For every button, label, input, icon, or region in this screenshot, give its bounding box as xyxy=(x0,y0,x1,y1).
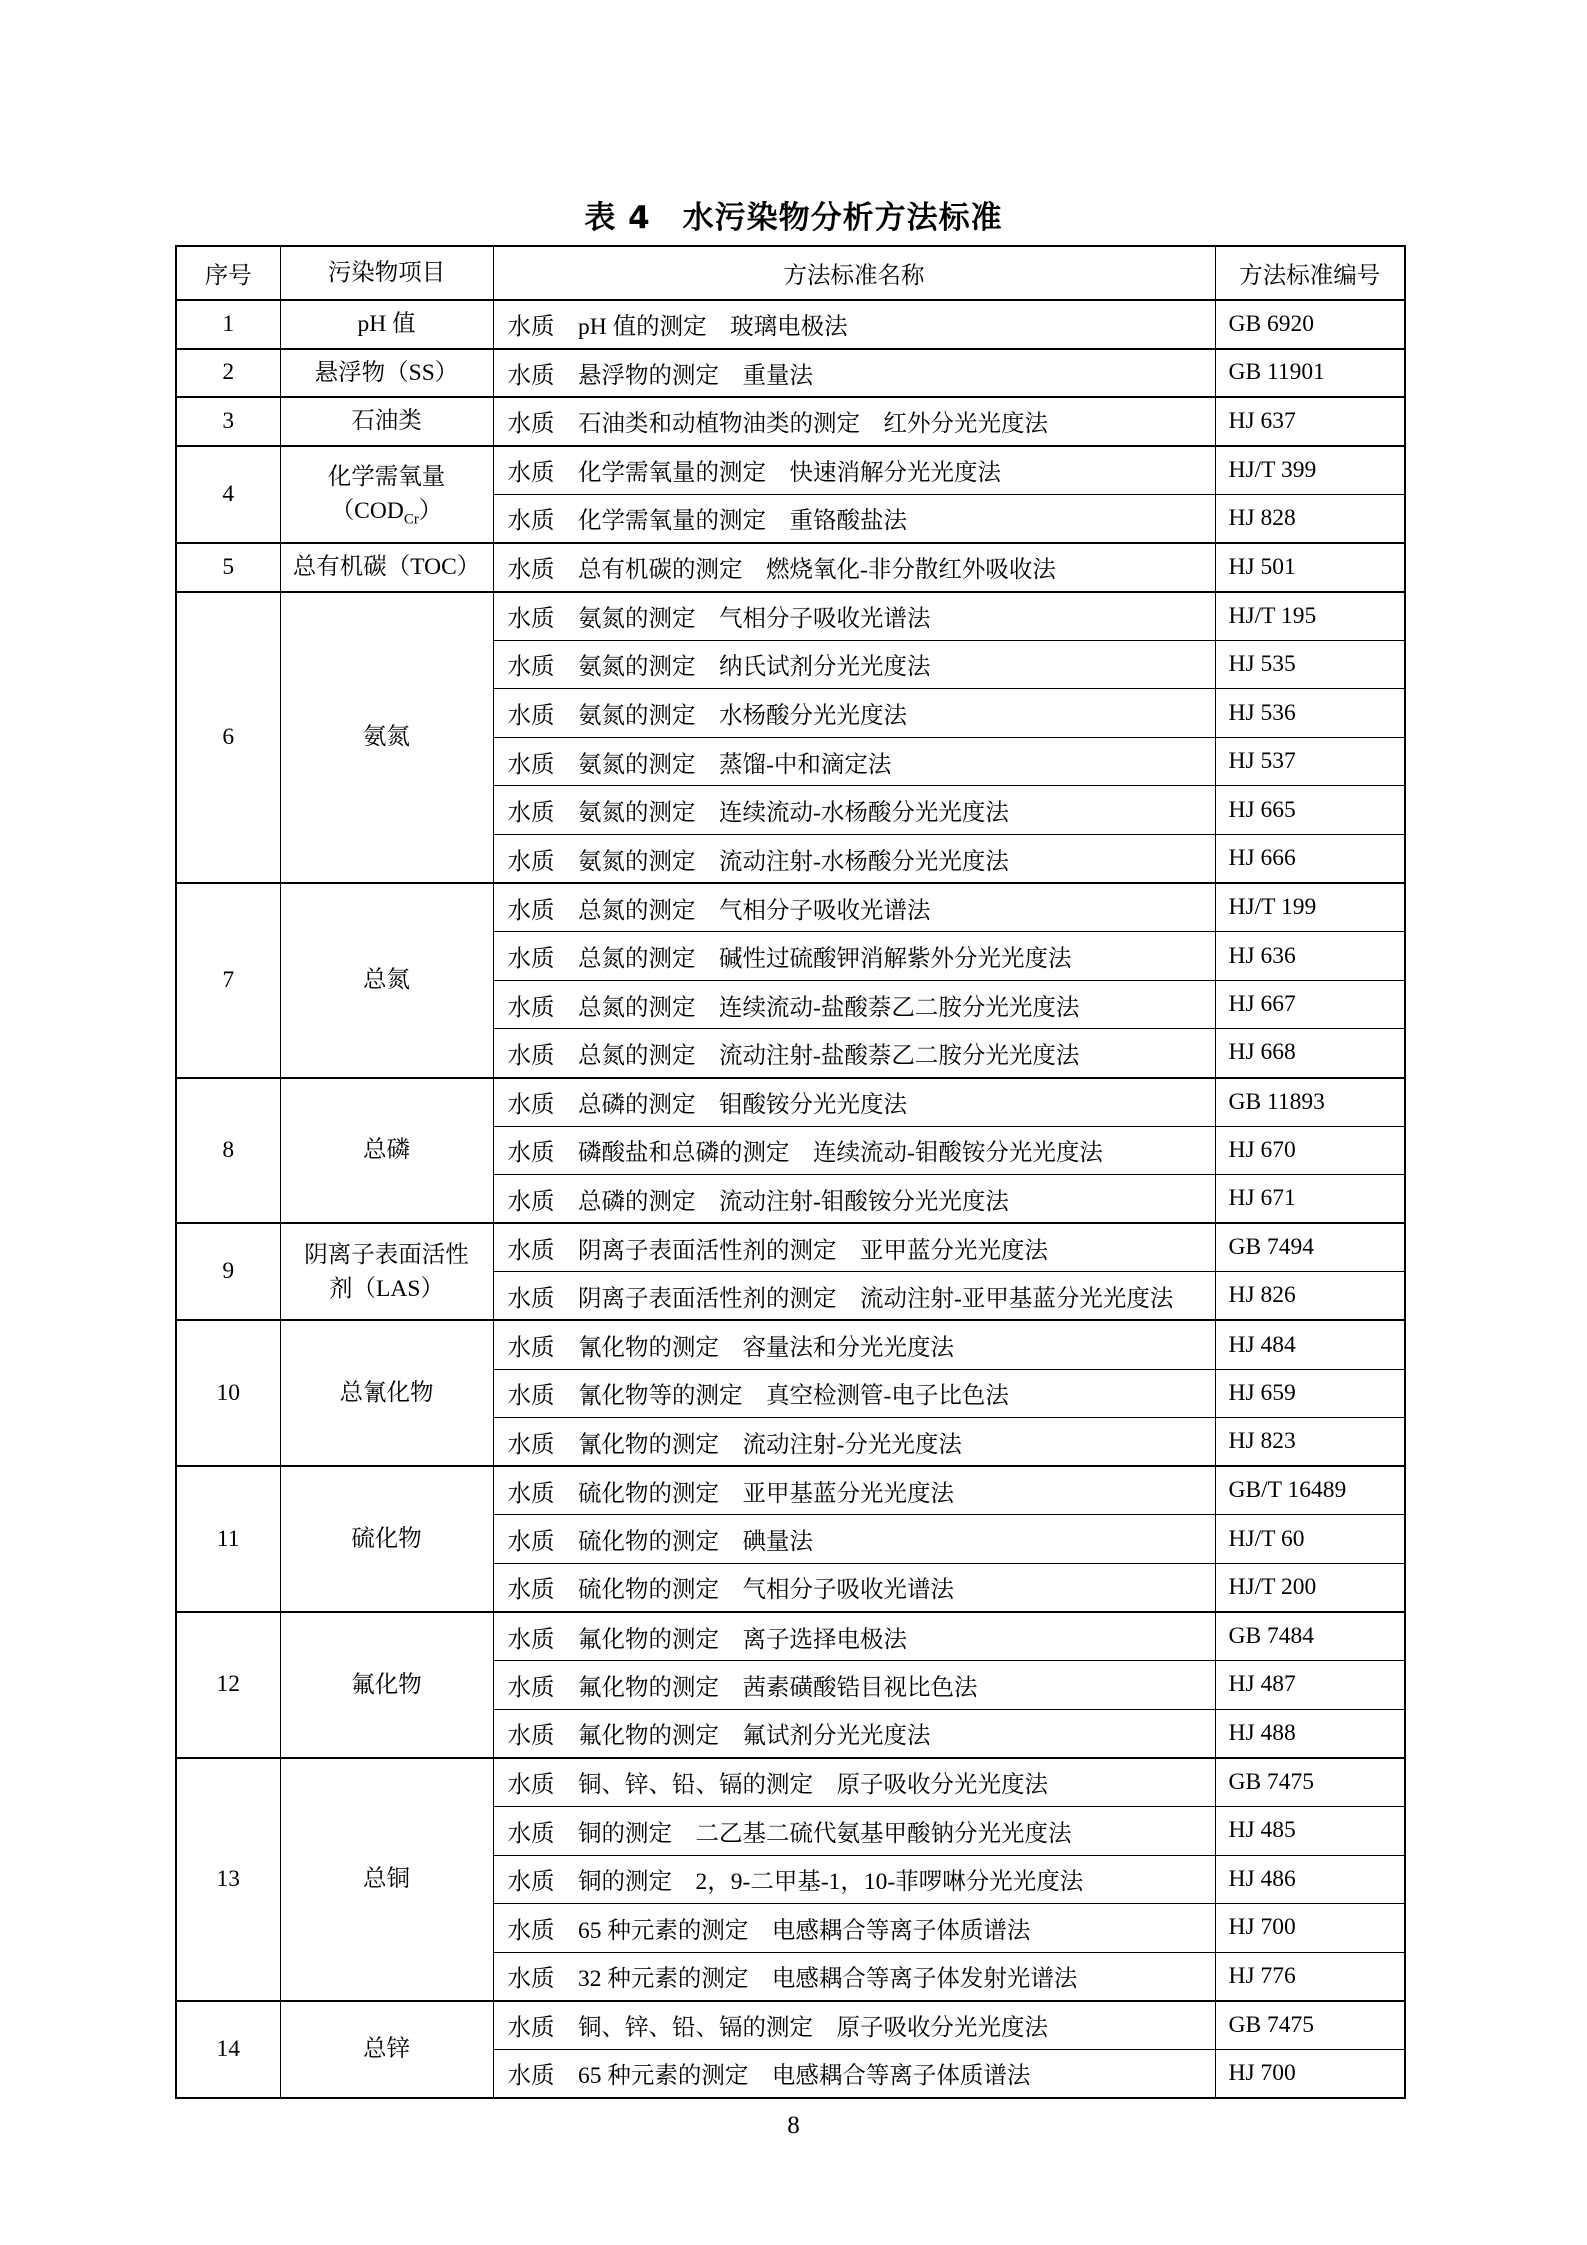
header-row xyxy=(176,246,1405,300)
method-name-cell: 水质 氨氮的测定 气相分子吸收光谱法 xyxy=(493,592,1215,641)
method-name-cell: 水质 悬浮物的测定 重量法 xyxy=(493,349,1215,398)
method-code-cell: HJ/T 200 xyxy=(1215,1563,1405,1612)
method-name-cell: 水质 铜的测定 二乙基二硫代氨基甲酸钠分光光度法 xyxy=(493,1806,1215,1855)
method-code-cell: GB 11893 xyxy=(1215,1078,1405,1127)
method-code-cell: HJ/T 195 xyxy=(1215,592,1405,641)
method-name-cell: 水质 氰化物等的测定 真空检测管-电子比色法 xyxy=(493,1369,1215,1418)
method-code-cell: HJ 671 xyxy=(1215,1175,1405,1224)
method-name-cell: 水质 硫化物的测定 碘量法 xyxy=(493,1515,1215,1564)
table-row xyxy=(176,2001,1405,2050)
method-name-cell: 水质 氰化物的测定 容量法和分光光度法 xyxy=(493,1320,1215,1369)
table-row xyxy=(176,397,1405,446)
table-row xyxy=(176,300,1405,349)
serial-cell: 6 xyxy=(176,592,280,884)
method-code-cell: GB 6920 xyxy=(1215,300,1405,349)
method-name-cell: 水质 65 种元素的测定 电感耦合等离子体质谱法 xyxy=(493,1904,1215,1953)
table-row xyxy=(176,349,1405,398)
serial-cell: 12 xyxy=(176,1612,280,1758)
method-code-cell: HJ 484 xyxy=(1215,1320,1405,1369)
method-code-cell: GB 7475 xyxy=(1215,2001,1405,2050)
table-row xyxy=(176,543,1405,592)
page-number: 8 xyxy=(787,2112,800,2139)
method-name-cell: 水质 石油类和动植物油类的测定 红外分光光度法 xyxy=(493,397,1215,446)
pollutant-cell: 总铜 xyxy=(280,1758,493,2001)
method-code-cell: HJ 537 xyxy=(1215,737,1405,786)
method-code-cell: HJ 485 xyxy=(1215,1806,1405,1855)
water-pollutant-methods-table xyxy=(175,245,1406,2099)
method-code-cell: HJ 536 xyxy=(1215,689,1405,738)
serial-cell: 9 xyxy=(176,1223,280,1320)
method-name-cell: 水质 氨氮的测定 纳氏试剂分光光度法 xyxy=(493,640,1215,689)
method-code-cell: HJ 659 xyxy=(1215,1369,1405,1418)
method-name-cell: 水质 硫化物的测定 气相分子吸收光谱法 xyxy=(493,1563,1215,1612)
serial-cell: 10 xyxy=(176,1320,280,1466)
header-pollutant: 污染物项目 xyxy=(280,246,493,300)
method-name-cell: 水质 硫化物的测定 亚甲基蓝分光光度法 xyxy=(493,1466,1215,1515)
method-code-cell: HJ 487 xyxy=(1215,1661,1405,1710)
method-name-cell: 水质 氨氮的测定 连续流动-水杨酸分光光度法 xyxy=(493,786,1215,835)
pollutant-cell: 硫化物 xyxy=(280,1466,493,1612)
method-name-cell: 水质 总氮的测定 连续流动-盐酸萘乙二胺分光光度法 xyxy=(493,980,1215,1029)
method-name-cell: 水质 阴离子表面活性剂的测定 流动注射-亚甲基蓝分光光度法 xyxy=(493,1272,1215,1321)
table-row xyxy=(176,592,1405,641)
method-code-cell: HJ 700 xyxy=(1215,2049,1405,2098)
serial-cell: 13 xyxy=(176,1758,280,2001)
method-name-cell: 水质 铜、锌、铅、镉的测定 原子吸收分光光度法 xyxy=(493,2001,1215,2050)
method-name-cell: 水质 化学需氧量的测定 快速消解分光光度法 xyxy=(493,446,1215,495)
header-method-name: 方法标准名称 xyxy=(493,246,1215,300)
serial-cell: 14 xyxy=(176,2001,280,2098)
method-code-cell: HJ/T 60 xyxy=(1215,1515,1405,1564)
method-name-cell: 水质 化学需氧量的测定 重铬酸盐法 xyxy=(493,494,1215,543)
method-code-cell: HJ 488 xyxy=(1215,1709,1405,1758)
method-name-cell: 水质 铜的测定 2，9-二甲基-1，10-菲啰啉分光光度法 xyxy=(493,1855,1215,1904)
method-name-cell: 水质 总氮的测定 气相分子吸收光谱法 xyxy=(493,883,1215,932)
table-row xyxy=(176,883,1405,932)
serial-cell: 1 xyxy=(176,300,280,349)
table-row xyxy=(176,1758,1405,1807)
serial-cell: 7 xyxy=(176,883,280,1077)
table-row xyxy=(176,1612,1405,1661)
method-code-cell: HJ 501 xyxy=(1215,543,1405,592)
pollutant-cell: 总磷 xyxy=(280,1078,493,1224)
method-name-cell: 水质 总磷的测定 钼酸铵分光光度法 xyxy=(493,1078,1215,1127)
table-row xyxy=(176,446,1405,495)
table-title: 表 4 水污染物分析方法标准 xyxy=(584,200,1003,236)
method-code-cell: HJ 535 xyxy=(1215,640,1405,689)
method-name-cell: 水质 氟化物的测定 茜素磺酸锆目视比色法 xyxy=(493,1661,1215,1710)
method-name-cell: 水质 铜、锌、铅、镉的测定 原子吸收分光光度法 xyxy=(493,1758,1215,1807)
method-name-cell: 水质 磷酸盐和总磷的测定 连续流动-钼酸铵分光光度法 xyxy=(493,1126,1215,1175)
pollutant-cell: 氨氮 xyxy=(280,592,493,884)
table-body xyxy=(176,300,1405,2098)
pollutant-cell: pH 值 xyxy=(280,300,493,349)
method-code-cell: HJ 828 xyxy=(1215,494,1405,543)
pollutant-cell: 化学需氧量 $(COD_{Cr})$ xyxy=(280,446,493,543)
method-code-cell: HJ 486 xyxy=(1215,1855,1405,1904)
method-name-cell: 水质 氨氮的测定 水杨酸分光光度法 xyxy=(493,689,1215,738)
method-name-cell: 水质 氨氮的测定 蒸馏-中和滴定法 xyxy=(493,737,1215,786)
method-code-cell: HJ/T 399 xyxy=(1215,446,1405,495)
method-code-cell: HJ 667 xyxy=(1215,980,1405,1029)
method-code-cell: GB 7475 xyxy=(1215,1758,1405,1807)
table-row xyxy=(176,1320,1405,1369)
serial-cell: 11 xyxy=(176,1466,280,1612)
method-code-cell: HJ 666 xyxy=(1215,835,1405,884)
method-code-cell: HJ 826 xyxy=(1215,1272,1405,1321)
table-row xyxy=(176,1078,1405,1127)
method-code-cell: HJ 636 xyxy=(1215,932,1405,981)
method-name-cell: 水质 氨氮的测定 流动注射-水杨酸分光光度法 xyxy=(493,835,1215,884)
method-name-cell: 水质 pH 值的测定 玻璃电极法 xyxy=(493,300,1215,349)
header-serial: 序号 xyxy=(176,246,280,300)
method-code-cell: HJ 670 xyxy=(1215,1126,1405,1175)
serial-cell: 3 xyxy=(176,397,280,446)
method-code-cell: GB 7494 xyxy=(1215,1223,1405,1272)
method-name-cell: 水质 65 种元素的测定 电感耦合等离子体质谱法 xyxy=(493,2049,1215,2098)
method-name-cell: 水质 氟化物的测定 离子选择电极法 xyxy=(493,1612,1215,1661)
table-row xyxy=(176,1223,1405,1272)
method-code-cell: HJ/T 199 xyxy=(1215,883,1405,932)
method-name-cell: 水质 氰化物的测定 流动注射-分光光度法 xyxy=(493,1418,1215,1467)
pollutant-cell: 总氮 xyxy=(280,883,493,1077)
method-name-cell: 水质 总氮的测定 碱性过硫酸钾消解紫外分光光度法 xyxy=(493,932,1215,981)
method-code-cell: GB 7484 xyxy=(1215,1612,1405,1661)
method-name-cell: 水质 32 种元素的测定 电感耦合等离子体发射光谱法 xyxy=(493,1952,1215,2001)
pollutant-cell: 阴离子表面活性 剂（LAS） xyxy=(280,1223,493,1320)
table-row xyxy=(176,1466,1405,1515)
method-code-cell: HJ 665 xyxy=(1215,786,1405,835)
pollutant-cell: 总锌 xyxy=(280,2001,493,2098)
method-code-cell: HJ 700 xyxy=(1215,1904,1405,1953)
method-name-cell: 水质 氟化物的测定 氟试剂分光光度法 xyxy=(493,1709,1215,1758)
method-name-cell: 水质 总氮的测定 流动注射-盐酸萘乙二胺分光光度法 xyxy=(493,1029,1215,1078)
method-code-cell: HJ 823 xyxy=(1215,1418,1405,1467)
method-name-cell: 水质 总有机碳的测定 燃烧氧化-非分散红外吸收法 xyxy=(493,543,1215,592)
method-code-cell: HJ 637 xyxy=(1215,397,1405,446)
pollutant-cell: 石油类 xyxy=(280,397,493,446)
method-name-cell: 水质 总磷的测定 流动注射-钼酸铵分光光度法 xyxy=(493,1175,1215,1224)
pollutant-cell: 总氰化物 xyxy=(280,1320,493,1466)
pollutant-cell: 总有机碳（TOC） xyxy=(280,543,493,592)
pollutant-cell: 氟化物 xyxy=(280,1612,493,1758)
method-code-cell: HJ 776 xyxy=(1215,1952,1405,2001)
header-method-code: 方法标准编号 xyxy=(1215,246,1405,300)
serial-cell: 2 xyxy=(176,349,280,398)
method-code-cell: HJ 668 xyxy=(1215,1029,1405,1078)
serial-cell: 4 xyxy=(176,446,280,543)
method-code-cell: GB 11901 xyxy=(1215,349,1405,398)
method-code-cell: GB/T 16489 xyxy=(1215,1466,1405,1515)
serial-cell: 8 xyxy=(176,1078,280,1224)
method-name-cell: 水质 阴离子表面活性剂的测定 亚甲蓝分光光度法 xyxy=(493,1223,1215,1272)
pollutant-cell: 悬浮物（SS） xyxy=(280,349,493,398)
serial-cell: 5 xyxy=(176,543,280,592)
